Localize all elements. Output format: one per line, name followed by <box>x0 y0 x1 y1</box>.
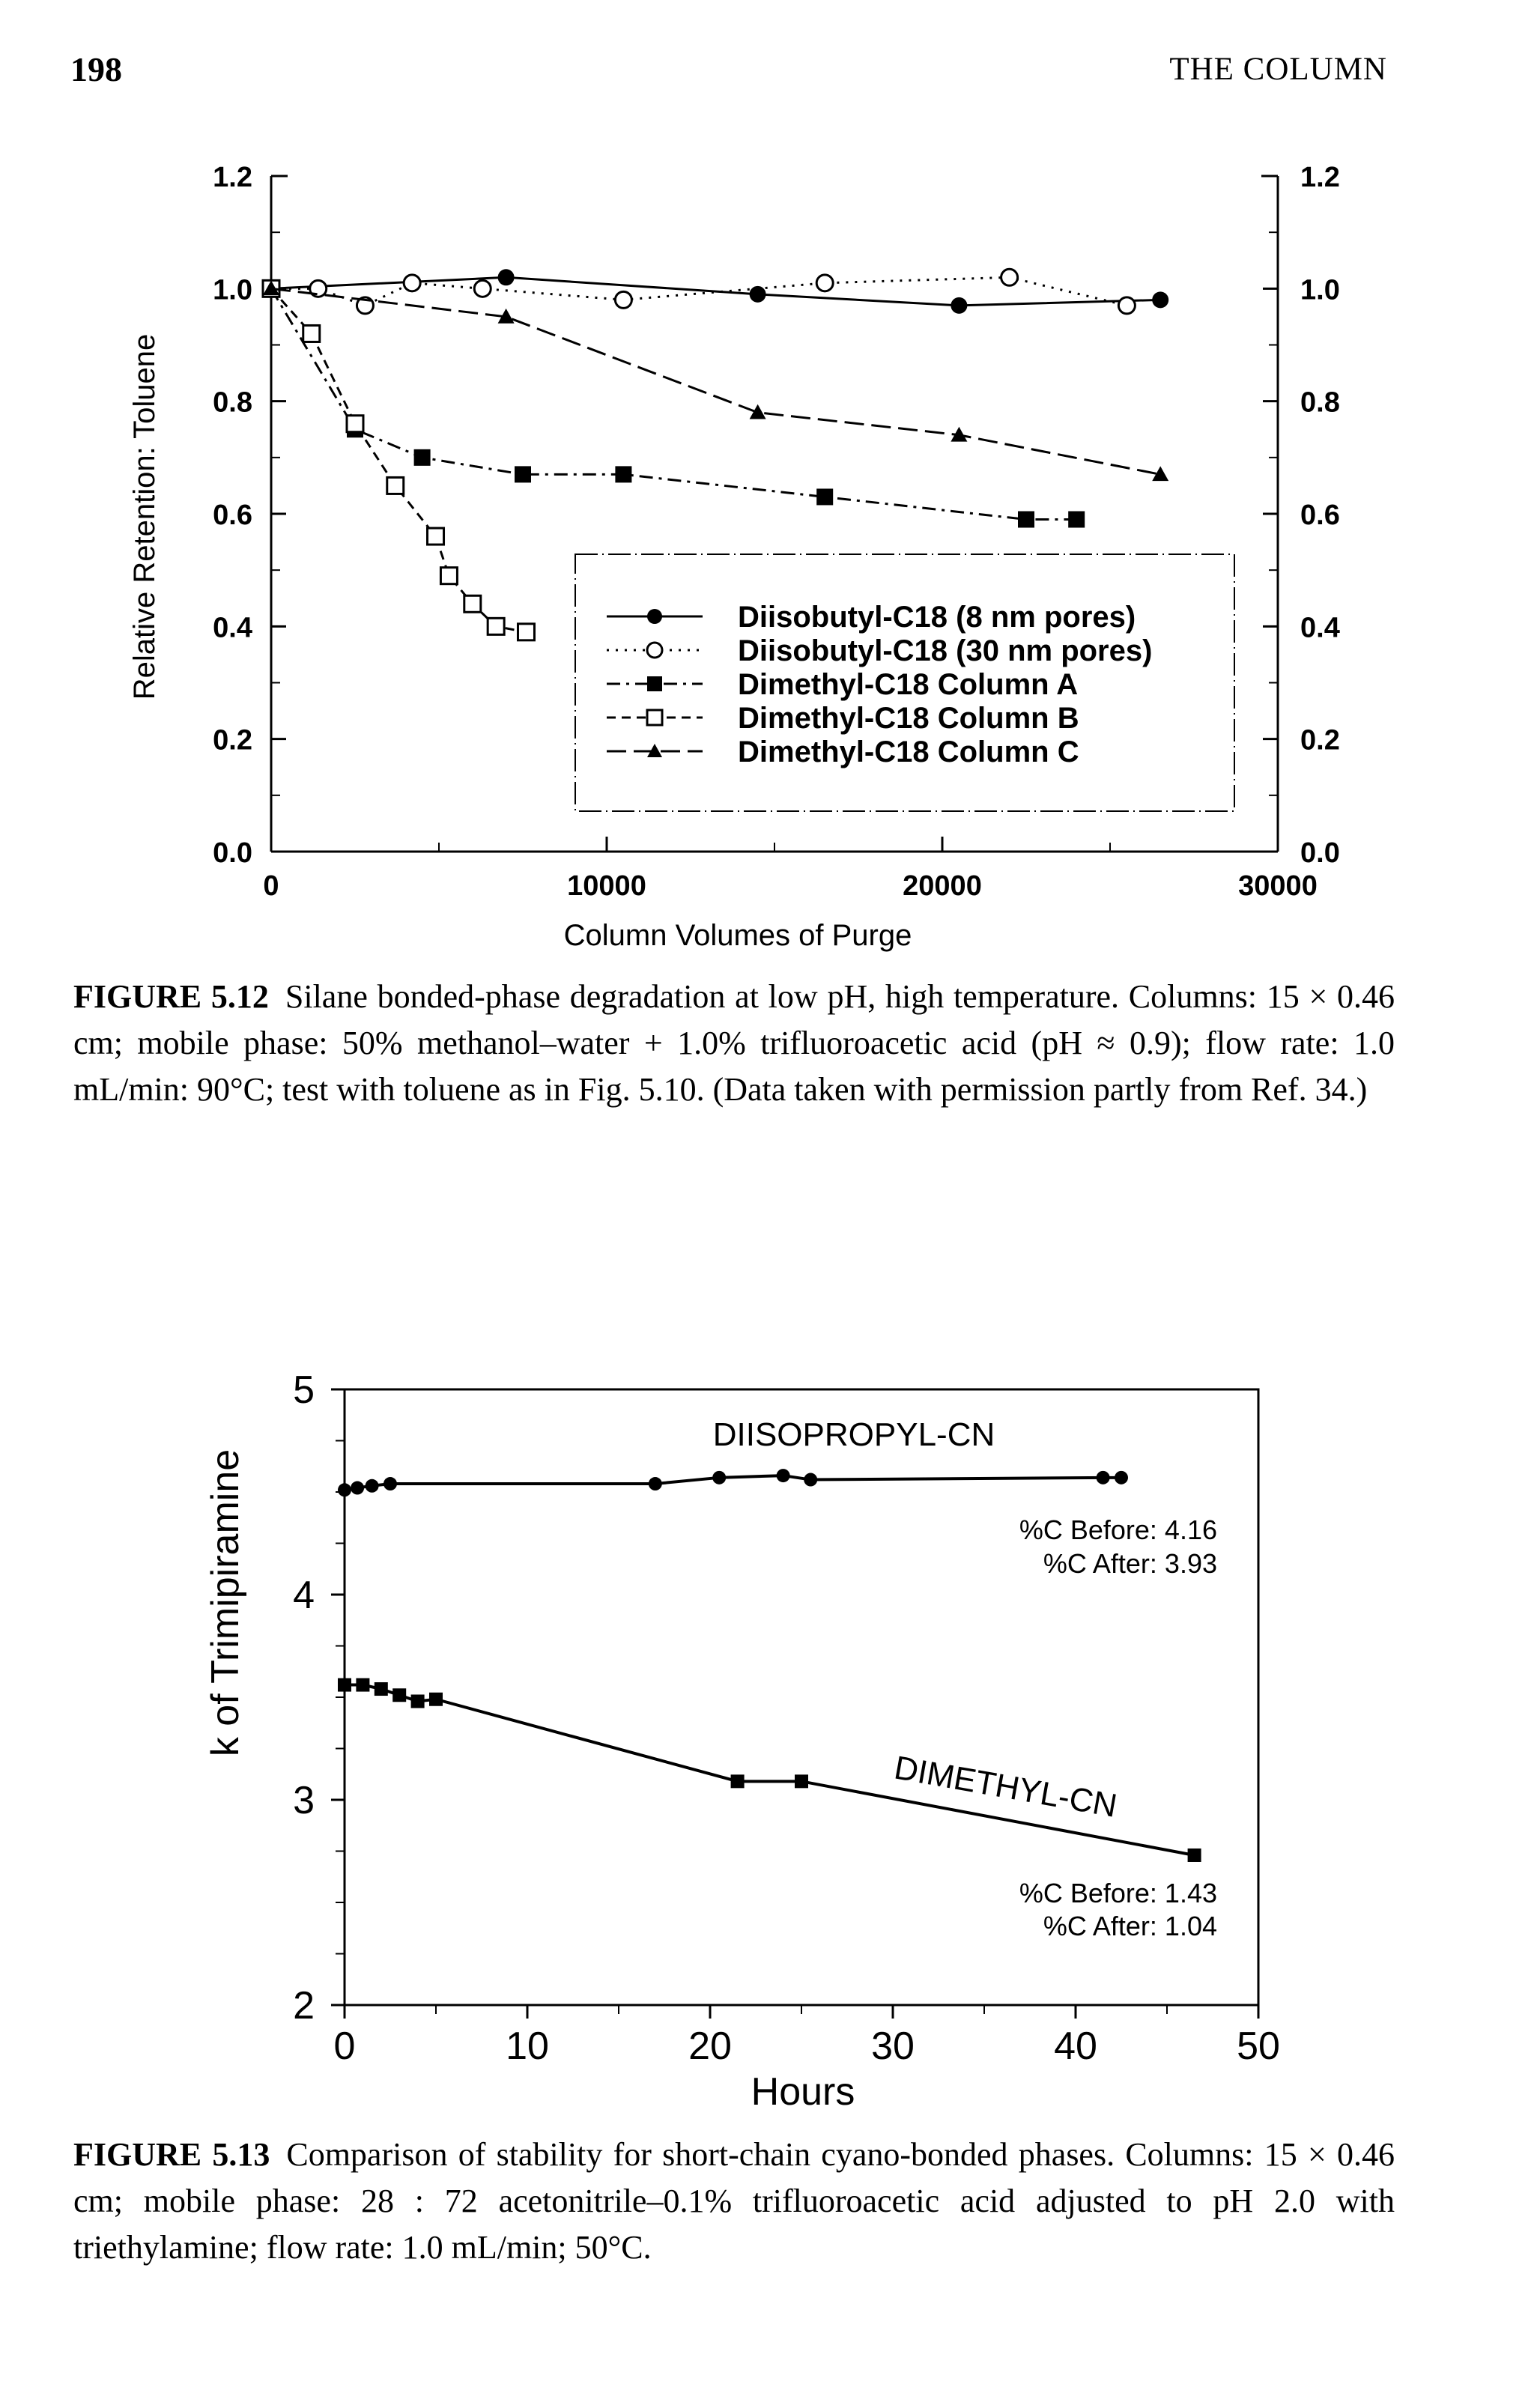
chart1-x-tick-label: 0 <box>263 870 279 902</box>
series-dimethyl-cn <box>338 1678 1201 1862</box>
data-point-dimethyl-cn <box>429 1693 443 1706</box>
chart1-y-tick-label: 0.4 <box>213 612 252 644</box>
series-label-dimethyl-cn: DIMETHYL-CN <box>891 1749 1120 1825</box>
chart2-x-tick-label: 0 <box>333 2025 356 2068</box>
legend-label-diisobutyl-c18-8-nm-pores: Diisobutyl-C18 (8 nm pores) <box>738 601 1136 634</box>
data-point-diisopropyl-cn <box>338 1483 351 1496</box>
data-point-dimethyl-c18-column-b <box>303 325 320 342</box>
chart2-x-tick-label: 10 <box>506 2025 549 2068</box>
data-point-diisobutyl-c18-30-nm-pores <box>816 275 833 291</box>
chart1-y-tick-label: 0.0 <box>213 837 252 869</box>
chart1-y-tick-label-right: 0.8 <box>1300 386 1340 419</box>
chart2-y-axis-label: k of Trimipiramine <box>204 1449 247 1757</box>
chart1-x-axis-label: Column Volumes of Purge <box>563 919 912 952</box>
chart1-y-tick-label-right: 0.4 <box>1300 612 1340 644</box>
chart1-y-tick-label-right: 0.6 <box>1300 500 1340 531</box>
legend-label-dimethyl-c18-column-c: Dimethyl-C18 Column C <box>738 736 1079 768</box>
data-point-dimethyl-cn <box>411 1694 425 1708</box>
series-diisopropyl-cn <box>338 1469 1128 1496</box>
data-point-diisopropyl-cn <box>804 1473 817 1487</box>
data-point-diisopropyl-cn <box>384 1477 397 1490</box>
series-line-diisopropyl-cn <box>345 1476 1121 1490</box>
chart2-x-tick-label: 40 <box>1054 2025 1097 2068</box>
legend-marker-diisobutyl-c18-30-nm-pores <box>647 643 662 658</box>
data-point-dimethyl-c18-column-a <box>414 449 431 466</box>
chart1-x-tick-label: 20000 <box>903 870 982 902</box>
figure-5-12-text: Silane bonded-phase degradation at low pH, high temperature. Columns: 15 × 0.46 cm; mobile phase: 50% methanol–water + 1.0% trifluoroacetic acid (pH ≈ 0.9); flow rate: 1.0 mL/min: 90°C; test with toluene as in Fig. 5.10. (Data taken with permission partly from Ref. 34.) <box>73 978 1395 1108</box>
data-point-diisobutyl-c18-30-nm-pores <box>1001 269 1018 285</box>
chart1-y-tick-label: 0.8 <box>213 386 252 419</box>
chart2-y-tick-label: 3 <box>293 1779 315 1822</box>
chart1-x-tick-label: 10000 <box>567 870 646 902</box>
series-dimethyl-c18-column-b <box>263 280 534 640</box>
page-number: 198 <box>70 50 122 88</box>
chart1-y-axis-label: Relative Retention: Toluene <box>128 333 161 700</box>
annotation-dimethyl-before: %C Before: 1.43 <box>1019 1878 1217 1908</box>
data-point-diisobutyl-c18-8-nm-pores <box>498 269 515 285</box>
series-diisobutyl-c18-8-nm-pores <box>263 269 1168 314</box>
chart1-x-tick-label: 30000 <box>1238 870 1318 902</box>
data-point-dimethyl-c18-column-c <box>750 404 766 419</box>
chart2-x-tick-label: 20 <box>688 2025 732 2068</box>
chart2-x-axis-label: Hours <box>751 2070 855 2114</box>
series-dimethyl-c18-column-c <box>263 280 1168 481</box>
legend-label-diisobutyl-c18-30-nm-pores: Diisobutyl-C18 (30 nm pores) <box>738 634 1153 667</box>
chart1-y-tick-label-right: 1.2 <box>1300 162 1340 193</box>
data-point-dimethyl-c18-column-a <box>515 466 531 482</box>
data-point-diisopropyl-cn <box>366 1479 379 1493</box>
data-point-diisopropyl-cn <box>1115 1471 1128 1484</box>
data-point-dimethyl-cn <box>338 1678 351 1692</box>
legend-label-dimethyl-c18-column-a: Dimethyl-C18 Column A <box>738 668 1079 701</box>
data-point-dimethyl-c18-column-b <box>464 595 481 612</box>
figure-5-12-chart <box>0 0 1534 966</box>
data-point-dimethyl-c18-column-b <box>428 528 444 545</box>
data-point-dimethyl-cn <box>795 1774 808 1788</box>
figure-5-12-caption <box>73 974 1395 1113</box>
data-point-diisopropyl-cn <box>712 1471 726 1484</box>
legend-marker-dimethyl-c18-column-a <box>647 676 662 691</box>
series-line-dimethyl-c18-column-c <box>271 288 1160 474</box>
data-point-diisobutyl-c18-30-nm-pores <box>615 291 631 308</box>
data-point-diisobutyl-c18-30-nm-pores <box>404 275 420 291</box>
chart1-y-tick-label-right: 1.0 <box>1300 274 1340 306</box>
figure-5-13-text: Comparison of stability for short-chain cyano-bonded phases. Columns: 15 × 0.46 cm; mobile phase: 28 : 72 acetonitrile–0.1% trifluoroacetic acid adjusted to pH 2.0 with triethylamine; flow rate: 1.0 mL/min; 50°C. <box>73 2136 1395 2266</box>
chart1-y-tick-label: 1.2 <box>213 162 252 193</box>
figure-5-13-chart <box>0 1348 1534 2127</box>
data-point-diisobutyl-c18-30-nm-pores <box>1118 297 1135 314</box>
data-point-dimethyl-c18-column-b <box>518 624 534 640</box>
chart2-y-tick-label: 2 <box>293 1984 315 2028</box>
data-point-diisopropyl-cn <box>351 1482 364 1495</box>
chart1-y-tick-label: 1.0 <box>213 274 252 306</box>
figure-5-12-label: FIGURE 5.12 <box>73 978 269 1015</box>
chart2-y-tick-label: 4 <box>293 1574 315 1617</box>
data-point-dimethyl-c18-column-b <box>387 477 404 494</box>
data-point-dimethyl-c18-column-b <box>440 568 457 584</box>
annotation-diisopropyl-after: %C After: 3.93 <box>1043 1548 1217 1579</box>
data-point-diisopropyl-cn <box>777 1469 790 1482</box>
chart1-y-tick-label: 0.6 <box>213 500 252 531</box>
data-point-dimethyl-cn <box>356 1678 369 1692</box>
annotation-diisopropyl-before: %C Before: 4.16 <box>1019 1514 1217 1545</box>
data-point-diisobutyl-c18-30-nm-pores <box>474 280 491 297</box>
data-point-diisobutyl-c18-8-nm-pores <box>951 297 967 314</box>
series-label-diisopropyl-cn: DIISOPROPYL-CN <box>712 1416 995 1453</box>
data-point-dimethyl-c18-column-b <box>347 416 363 432</box>
data-point-dimethyl-c18-column-b <box>488 618 504 634</box>
figure-5-13-label: FIGURE 5.13 <box>73 2136 270 2173</box>
chart1-y-tick-label: 0.2 <box>213 724 252 756</box>
series-line-dimethyl-cn <box>345 1685 1195 1855</box>
figure-5-13-caption <box>73 2132 1395 2271</box>
legend-marker-diisobutyl-c18-8-nm-pores <box>647 609 662 624</box>
data-point-dimethyl-cn <box>392 1688 406 1702</box>
annotation-dimethyl-after: %C After: 1.04 <box>1043 1911 1217 1941</box>
chart2-x-tick-label: 50 <box>1237 2025 1280 2068</box>
data-point-diisopropyl-cn <box>649 1477 662 1490</box>
running-head: THE COLUMN <box>1169 52 1387 87</box>
chart1-legend <box>575 554 1234 811</box>
chart2-y-tick-label: 5 <box>293 1368 315 1412</box>
chart2-x-tick-label: 30 <box>871 2025 915 2068</box>
data-point-diisopropyl-cn <box>1097 1471 1110 1484</box>
data-point-diisobutyl-c18-8-nm-pores <box>1152 291 1168 308</box>
data-point-dimethyl-c18-column-a <box>615 466 631 482</box>
chart1-y-tick-label-right: 0.0 <box>1300 837 1340 869</box>
data-point-dimethyl-c18-column-a <box>816 488 833 505</box>
data-point-dimethyl-cn <box>375 1682 388 1696</box>
data-point-dimethyl-c18-column-a <box>1018 512 1034 528</box>
legend-label-dimethyl-c18-column-b: Dimethyl-C18 Column B <box>738 702 1079 735</box>
data-point-dimethyl-c18-column-a <box>1068 512 1085 528</box>
chart1-y-tick-label-right: 0.2 <box>1300 724 1340 756</box>
data-point-dimethyl-cn <box>1188 1849 1201 1862</box>
data-point-dimethyl-cn <box>731 1774 745 1788</box>
legend-marker-dimethyl-c18-column-b <box>647 710 662 725</box>
